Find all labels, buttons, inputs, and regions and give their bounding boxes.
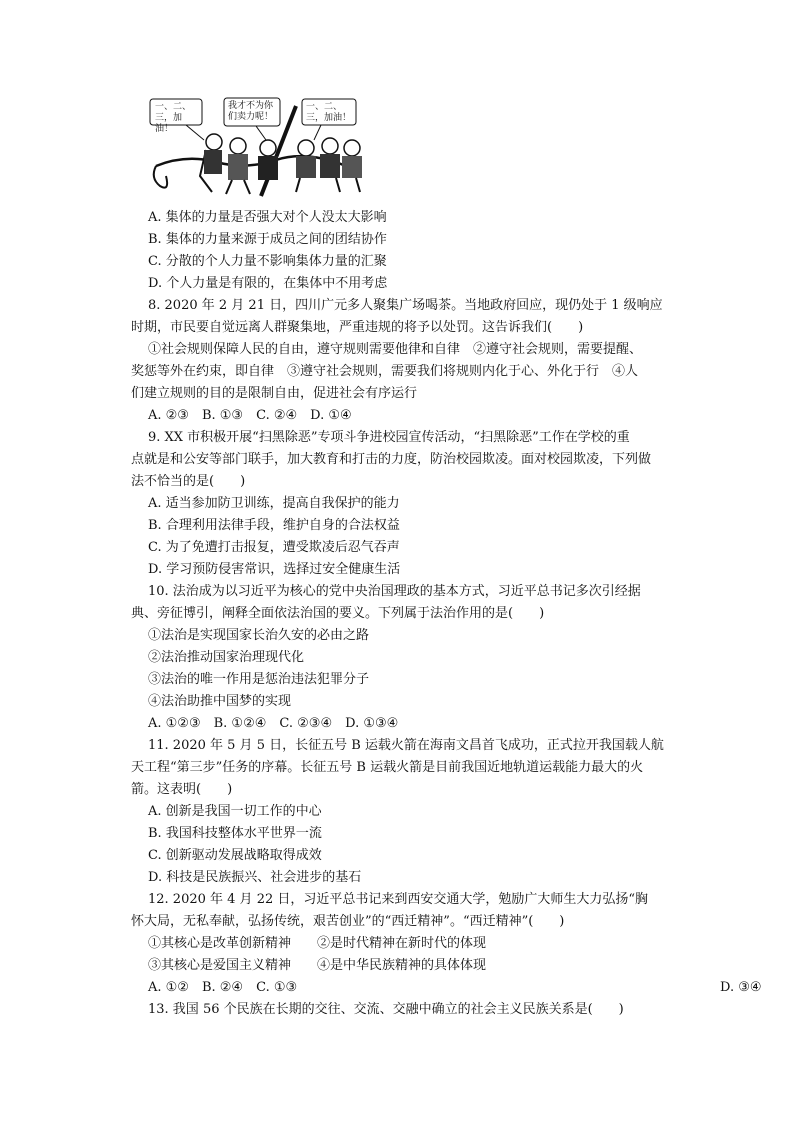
q11-stem-line3: 箭。这表明( ) <box>131 782 233 797</box>
q10-item-2: ②法治推动国家治理现代化 <box>148 650 305 665</box>
q9-option-a: A. 适当参加防卫训练，提高自我保护的能力 <box>148 496 400 511</box>
q8-answers: A. ②③ B. ①③ C. ②④ D. ①④ <box>148 408 352 423</box>
q8-stem-line2: 时期，市民要自觉远离人群聚集地，严重违规的将予以处罚。这告诉我们( ) <box>131 320 584 335</box>
q12-stem-line1: 12. 2020 年 4 月 22 日，习近平总书记来到西安交通大学，勉励广大师生大力弘扬“胸 <box>148 892 649 907</box>
q11-option-a: A. 创新是我国一切工作的中心 <box>148 804 322 819</box>
q10-item-4: ④法治助推中国梦的实现 <box>148 694 292 709</box>
q9-stem-line3: 法不恰当的是( ) <box>131 474 246 489</box>
q11-stem-line1: 11. 2020 年 5 月 5 日，长征五号 B 运载火箭在海南文昌首飞成功，正式拉开我国载人航 <box>148 738 664 753</box>
q12-stem-line2: 怀大局，无私奉献，弘扬传统，艰苦创业”的“西迁精神”。“西迁精神”( ) <box>131 914 565 929</box>
q10-item-1: ①法治是实现国家长治久安的必由之路 <box>148 628 370 643</box>
bubble-left-text: 一、二、三，加油！ <box>155 102 192 134</box>
q9-option-c: C. 为了免遭打击报复，遭受欺凌后忍气吞声 <box>148 540 400 555</box>
q9-stem-line2: 点就是和公安等部门联手，加大教育和打击的力度，防治校园欺凌。面对校园欺凌，下列做 <box>131 452 652 467</box>
bubble-middle-text: 我才不为你们卖力呢！ <box>228 101 274 122</box>
q9-stem-line1: 9. XX 市积极开展“扫黑除恶”专项斗争进校园宣传活动，“扫黑除恶”工作在学校的重 <box>148 430 630 445</box>
q13-stem-line1: 13. 我国 56 个民族在长期的交往、交流、交融中确立的社会主义民族关系是( ) <box>148 1002 624 1017</box>
q11-option-d: D. 科技是民族振兴、社会进步的基石 <box>148 870 362 885</box>
q9-option-d: D. 学习预防侵害常识，选择过安全健康生活 <box>148 562 401 577</box>
tug-of-war-cartoon <box>146 96 376 202</box>
q10-stem-line1: 10. 法治成为以习近平为核心的党中央治国理政的基本方式，习近平总书记多次引经据 <box>148 584 641 599</box>
q11-option-b: B. 我国科技整体水平世界一流 <box>148 826 322 841</box>
bubble-right-text: 一、二、三，加油！ <box>306 102 352 123</box>
q12-answer-d: D. ③④ <box>720 980 762 995</box>
q10-stem-line2: 典、旁征博引，阐释全面依法治国的要义。下列属于法治作用的是( ) <box>131 606 545 621</box>
q7-option-d: D. 个人力量是有限的，在集体中不用考虑 <box>148 276 388 291</box>
q7-option-c: C. 分散的个人力量不影响集体力量的汇聚 <box>148 254 387 269</box>
q12-answers-abc: A. ①② B. ②④ C. ①③ <box>148 980 298 995</box>
q8-statement-line3: 们建立规则的目的是限制自由，促进社会有序运行 <box>131 386 418 401</box>
q11-stem-line2: 天工程“第三步”任务的序幕。长征五号 B 运载火箭是目前我国近地轨道运载能力最大的火 <box>131 760 644 775</box>
q7-option-b: B. 集体的力量来源于成员之间的团结协作 <box>148 232 387 247</box>
q7-option-a: A. 集体的力量是否强大对个人没太大影响 <box>148 210 387 225</box>
q11-option-c: C. 创新驱动发展战略取得成效 <box>148 848 322 863</box>
q10-answers: A. ①②③ B. ①②④ C. ②③④ D. ①③④ <box>148 716 399 731</box>
q8-statement-line2: 奖惩等外在约束，即自律 ③遵守社会规则，需要我们将规则内化于心、外化于行 ④人 <box>131 364 639 379</box>
q8-stem-line1: 8. 2020 年 2 月 21 日，四川广元多人聚集广场喝茶。当地政府回应，现仍处于 1 级响应 <box>148 298 663 313</box>
q10-item-3: ③法治的唯一作用是惩治违法犯罪分子 <box>148 672 370 687</box>
q9-option-b: B. 合理利用法律手段，维护自身的合法权益 <box>148 518 400 533</box>
q8-statement-line1: ①社会规则保障人民的自由，遵守规则需要他律和自律 ②遵守社会规则，需要提醒、 <box>148 342 643 357</box>
q12-statement-line1: ①其核心是改革创新精神 ②是时代精神在新时代的体现 <box>148 936 487 951</box>
q12-statement-line2: ③其核心是爱国主义精神 ④是中华民族精神的具体体现 <box>148 958 487 973</box>
